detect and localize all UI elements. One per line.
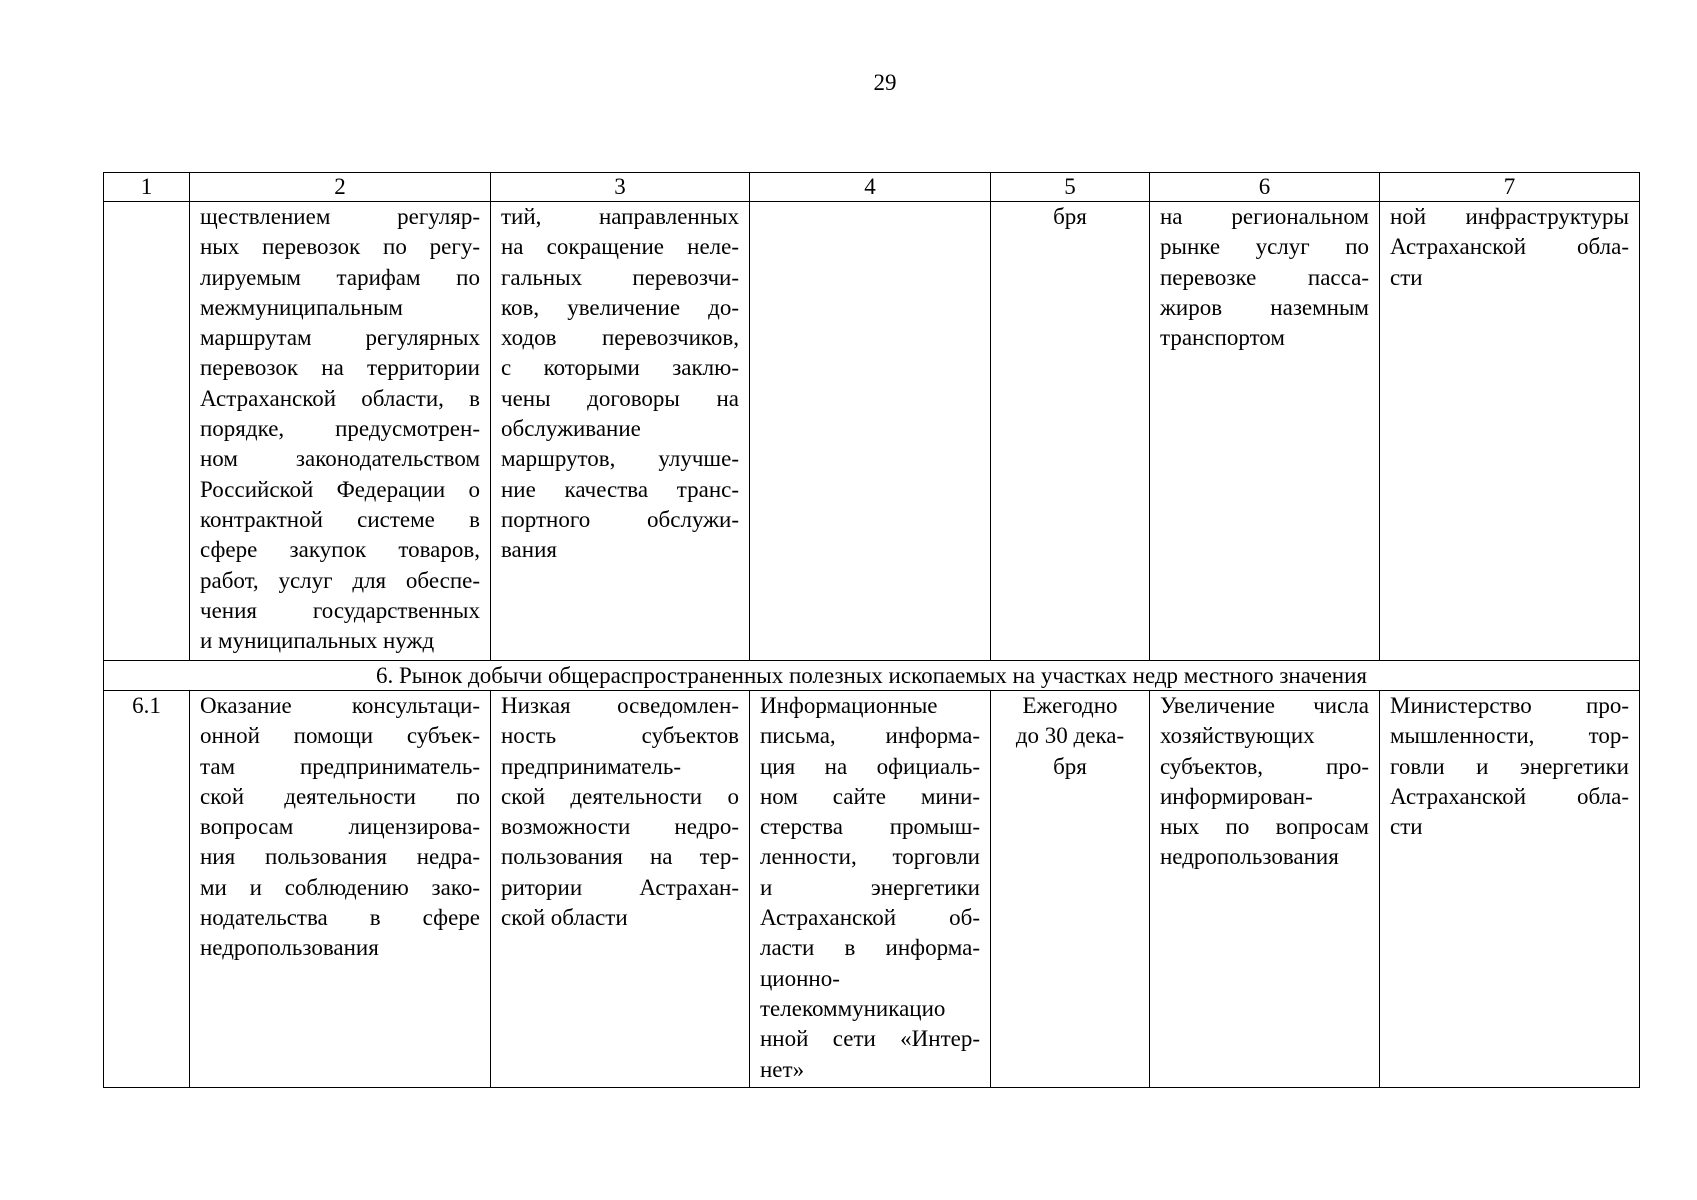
cell-line: там предприниматель- bbox=[200, 753, 480, 779]
cell-line: Информационные bbox=[760, 693, 938, 718]
result-cell bbox=[750, 691, 991, 1088]
cell-line: онной помощи субъек- bbox=[200, 723, 480, 749]
cell-line: межмуниципальным bbox=[200, 294, 403, 320]
cell-line: ция на официаль- bbox=[760, 753, 980, 779]
cell-line: вания bbox=[501, 537, 557, 563]
cell-line: возможности недро- bbox=[501, 814, 739, 840]
cell-line: ской области bbox=[501, 905, 628, 931]
cell-line: лируемым тарифам по bbox=[200, 264, 480, 290]
cell-line: вопросам лицензирова- bbox=[200, 814, 480, 840]
cell-line: ласти в информа- bbox=[760, 935, 980, 961]
cell-line: ритории Астрахан- bbox=[501, 874, 739, 900]
cell-line: Астраханской области, в bbox=[200, 385, 480, 411]
indicator-cell bbox=[1150, 202, 1380, 661]
cell-line: ных по вопросам bbox=[1160, 814, 1369, 840]
cell-line: ной инфраструктуры bbox=[1390, 204, 1629, 229]
result-cell bbox=[750, 202, 991, 661]
cell-line: и энергетики bbox=[760, 874, 980, 900]
cell-line: нет» bbox=[760, 1056, 805, 1082]
cell-line: сфере закупок товаров, bbox=[200, 537, 480, 563]
cell-line: информирован- bbox=[1160, 783, 1313, 809]
cell-line: предприниматель- bbox=[501, 753, 682, 779]
cell-line: бря bbox=[1053, 753, 1087, 779]
column-header: 5 bbox=[991, 173, 1150, 202]
cell-line: чены договоры на bbox=[501, 385, 739, 411]
cell-line: на сокращение неле- bbox=[501, 234, 739, 260]
indicator-cell bbox=[1150, 691, 1380, 1088]
cell-line: бря bbox=[1053, 204, 1087, 229]
cell-line: письма, информа- bbox=[760, 723, 980, 749]
cell-line: и муниципальных нужд bbox=[200, 628, 435, 654]
cell-line: ционно- bbox=[760, 965, 840, 991]
cell-line: стерства промыш- bbox=[760, 814, 980, 840]
cell-line: сти bbox=[1390, 814, 1423, 840]
cell-line: ской деятельности по bbox=[200, 783, 480, 809]
deadline-cell bbox=[991, 202, 1150, 661]
responsible-cell bbox=[1380, 202, 1640, 661]
cell-line: недропользования bbox=[1160, 844, 1339, 870]
cell-line: ской деятельности о bbox=[501, 783, 739, 809]
cell-line: тий, направленных bbox=[501, 204, 739, 229]
cell-line: работ, услуг для обеспе- bbox=[200, 567, 480, 593]
cell-line: контрактной системе в bbox=[200, 506, 480, 532]
column-header: 3 bbox=[491, 173, 750, 202]
cell-line: ность субъектов bbox=[501, 723, 739, 749]
column-header: 4 bbox=[750, 173, 991, 202]
cell-line: Астраханской обла- bbox=[1390, 783, 1629, 809]
cell-line: транспортом bbox=[1160, 325, 1285, 351]
cell-line: ния пользования недра- bbox=[200, 844, 480, 870]
cell-line: ленности, торговли bbox=[760, 844, 980, 870]
measures-table bbox=[103, 172, 1640, 1088]
cell-line: Российской Федерации о bbox=[200, 476, 480, 502]
problem-cell bbox=[491, 691, 750, 1088]
section-row bbox=[104, 661, 1640, 691]
cell-line: перевозке пасса- bbox=[1160, 264, 1369, 290]
cell-line: нной сети «Интер- bbox=[760, 1026, 980, 1052]
row-number-cell: 6.1 bbox=[104, 691, 190, 1088]
cell-line: телекоммуникацио bbox=[760, 995, 946, 1021]
cell-line: недропользования bbox=[200, 935, 379, 961]
cell-line: на региональном bbox=[1160, 204, 1369, 229]
cell-line: чения государственных bbox=[200, 597, 480, 623]
cell-line: рынке услуг по bbox=[1160, 234, 1369, 260]
cell-line: маршрутов, улучше- bbox=[501, 446, 739, 472]
column-header: 6 bbox=[1150, 173, 1380, 202]
cell-line: ние качества транс- bbox=[501, 476, 739, 502]
cell-line: маршрутам регулярных bbox=[200, 325, 480, 351]
cell-line: сти bbox=[1390, 264, 1423, 290]
cell-line: говли и энергетики bbox=[1390, 753, 1629, 779]
cell-line: перевозок на территории bbox=[200, 355, 480, 381]
column-header: 2 bbox=[190, 173, 491, 202]
row-number-cell bbox=[104, 202, 190, 661]
cell-line: гальных перевозчи- bbox=[501, 264, 739, 290]
column-header: 7 bbox=[1380, 173, 1640, 202]
cell-line: Оказание консультаци- bbox=[200, 693, 480, 718]
cell-line: ходов перевозчиков, bbox=[501, 325, 739, 351]
cell-line: порядке, предусмотрен- bbox=[200, 416, 480, 442]
cell-line: Астраханской об- bbox=[760, 905, 980, 931]
cell-line: Астраханской обла- bbox=[1390, 234, 1629, 260]
cell-line: Увеличение числа bbox=[1160, 693, 1369, 718]
cell-line: портного обслужи- bbox=[501, 506, 739, 532]
cell-line: хозяйствующих bbox=[1160, 723, 1315, 749]
cell-line: Министерство про- bbox=[1390, 693, 1629, 718]
cell-line: мышленности, тор- bbox=[1390, 723, 1629, 749]
cell-line: ном законодательством bbox=[200, 446, 480, 472]
problem-cell bbox=[491, 202, 750, 661]
page-number: 29 bbox=[873, 70, 897, 95]
responsible-cell bbox=[1380, 691, 1640, 1088]
cell-line: нодательства в сфере bbox=[200, 905, 480, 931]
cell-line: ществлением регуляр- bbox=[200, 204, 480, 229]
cell-line: Ежегодно bbox=[1022, 693, 1118, 718]
section-title: 6. Рынок добычи общераспространенных полезных ископаемых на участках недр местного значения bbox=[104, 661, 1640, 691]
cell-line: пользования на тер- bbox=[501, 844, 739, 870]
table-row bbox=[104, 691, 1640, 1088]
cell-line: жиров наземным bbox=[1160, 294, 1369, 320]
cell-line: обслуживание bbox=[501, 416, 641, 442]
cell-line: Низкая осведомлен- bbox=[501, 693, 739, 718]
cell-line: ков, увеличение до- bbox=[501, 294, 739, 320]
table-row bbox=[104, 202, 1640, 661]
column-header: 1 bbox=[104, 173, 190, 202]
header-row bbox=[104, 173, 1640, 202]
cell-line: ных перевозок по регу- bbox=[200, 234, 480, 260]
cell-line: до 30 дека- bbox=[1015, 723, 1125, 749]
cell-line: субъектов, про- bbox=[1160, 753, 1369, 779]
cell-line: ном сайте мини- bbox=[760, 783, 980, 809]
deadline-cell bbox=[991, 691, 1150, 1088]
measure-cell bbox=[190, 691, 491, 1088]
cell-line: ми и соблюдению зако- bbox=[200, 874, 480, 900]
cell-line: с которыми заклю- bbox=[501, 355, 739, 381]
measure-cell bbox=[190, 202, 491, 661]
